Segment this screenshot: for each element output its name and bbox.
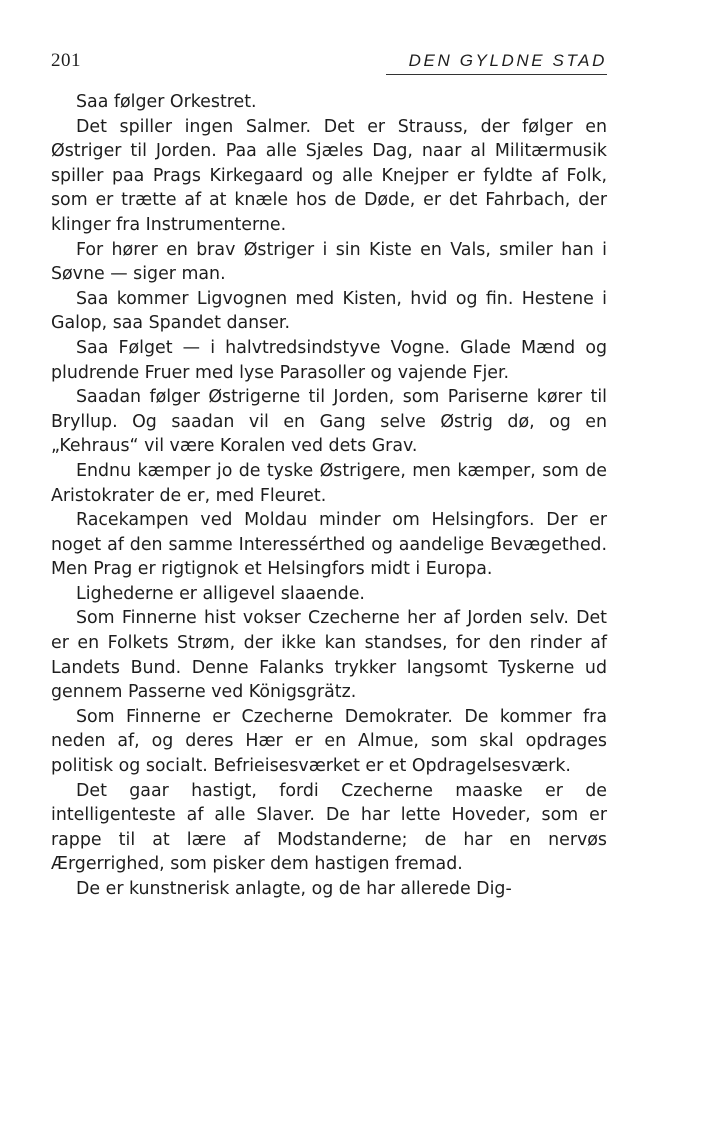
paragraph: Saa kommer Ligvognen med Kisten, hvid og fin. Hestene i Galop, saa Spandet danser. [51,288,607,334]
paragraph: For hører en brav Østriger i sin Kiste en Vals, smiler han i Søvne — siger man. [51,239,607,285]
paragraph: Det spiller ingen Salmer. Det er Strauss, der følger en Østriger til Jorden. Paa alle Sjæles Dag, naar al Militærmusik spiller paa Prags Kirkegaard og alle Knejper er fyldte af Folk, som er trætte af at knæle hos de Døde, er det Fahrbach, der klinger fra Instrumenterne. [51,116,607,235]
paragraph: Saadan følger Østrigerne til Jorden, som Pariserne kører til Bryllup. Og saadan vil en Gang selve Østrig dø, og en „Kehraus“ vil være Koralen ved dets Grav. [51,387,607,457]
paragraph: Lighederne er alligevel slaaende. [76,583,365,604]
paragraph: Saa følger Orkestret. [76,92,257,112]
paragraph: Endnu kæmper jo de tyske Østrigere, men kæmper, som de Aristokrater de er, med Fleuret. [51,460,607,506]
page-header [51,48,607,76]
page-number: 201 [51,50,81,71]
body-text [51,90,607,902]
paragraph: De er kunstnerisk anlagte, og de har allerede Dig- [76,879,512,899]
header-underline [386,74,607,75]
paragraph: Saa Følget — i halvtredsindstyve Vogne. Glade Mænd og pludrende Fruer med lyse Parasoller og vajende Fjer. [51,337,607,383]
paragraph: Som Finnerne er Czecherne Demokrater. De kommer fra neden af, og deres Hær er en Almue, som skal opdrages politisk og socialt. Befrieisesværket er et Opdragelsesværk. [51,706,607,777]
paragraph: Som Finnerne hist vokser Czecherne her af Jorden selv. Det er en Folkets Strøm, der ikke kan standses, for den rinder af Landets Bund. Denne Falanks trykker langsomt Tyskerne ud gennem Passerne ved Königsgrätz. [51,608,607,703]
running-title: DEN GYLDNE STAD [408,51,607,70]
paragraph: Det gaar hastigt, fordi Czecherne maaske er de intelligenteste af alle Slaver. De har lette Hoveder, som er rappe til at lære af Modstanderne; de har en nervøs Ærgerrighed, som pisker dem hastigen fremad. [51,780,607,875]
paragraph: Racekampen ved Moldau minder om Helsingfors. Der er noget af den samme Interessérthed og aandelige Bevægethed. Men Prag er rigtignok et Helsingfors midt i Europa. [51,510,607,580]
